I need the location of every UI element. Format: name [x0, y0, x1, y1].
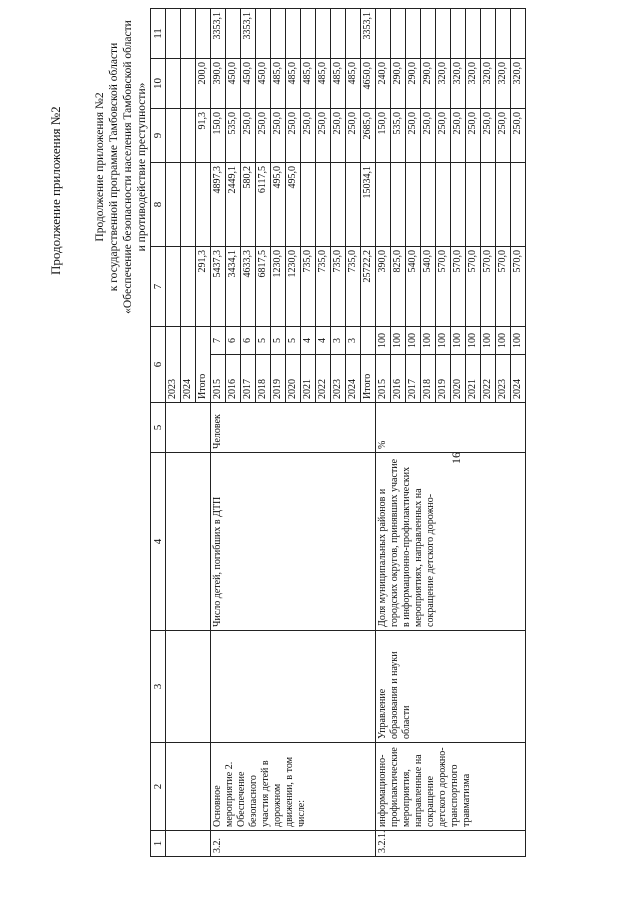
regional-budget-cell: 250,0 [481, 109, 496, 163]
year-cell: 2022 [481, 355, 496, 403]
total-cell: 825,0 [391, 247, 406, 327]
appendix-header-line: и противодействие преступности» [136, 82, 148, 252]
local-budget-cell [166, 59, 181, 109]
local-budget-cell: 290,0 [406, 59, 421, 109]
indicator-value-cell: 100 [496, 327, 511, 355]
local-budget-cell: 485,0 [316, 59, 331, 109]
unit: % [376, 403, 526, 453]
local-budget-cell: 485,0 [346, 59, 361, 109]
other-source-cell [421, 9, 436, 59]
local-budget-cell: 320,0 [496, 59, 511, 109]
empty-cell [166, 743, 211, 831]
other-source-cell [496, 9, 511, 59]
regional-budget-cell [166, 109, 181, 163]
other-source-cell [481, 9, 496, 59]
other-source-cell [376, 9, 391, 59]
column-number: 5 [151, 403, 166, 453]
indicator-value-cell: 100 [511, 327, 526, 355]
total-cell: 570,0 [496, 247, 511, 327]
column-number: 6 [151, 327, 166, 403]
year-cell: 2020 [451, 355, 466, 403]
empty-cell [166, 831, 211, 857]
year-cell: 2024 [346, 355, 361, 403]
indicator-value-cell: 3 [331, 327, 346, 355]
federal-budget-cell [181, 163, 196, 247]
indicator-value-cell: 6 [241, 327, 256, 355]
indicator-value-cell: 100 [466, 327, 481, 355]
total-cell [166, 247, 181, 327]
other-source-cell [391, 9, 406, 59]
year-cell: 2018 [256, 355, 271, 403]
other-source-cell [466, 9, 481, 59]
federal-budget-cell [481, 163, 496, 247]
local-budget-cell: 320,0 [481, 59, 496, 109]
activity-name: Основное мероприятие 2. Обеспечение безопасного участия детей в дорожном движении, в том числе: [211, 743, 376, 831]
regional-budget-cell: 250,0 [406, 109, 421, 163]
local-budget-cell: 485,0 [271, 59, 286, 109]
indicator-value-cell: 5 [256, 327, 271, 355]
other-source-cell [181, 9, 196, 59]
year-cell: 2017 [406, 355, 421, 403]
table-row [166, 9, 181, 857]
activity-name: информационно-профилактические мероприятия, направленные на сокращение детского дорожно-транспортного травматизма [376, 743, 526, 831]
local-budget-cell: 320,0 [451, 59, 466, 109]
indicator-value-cell: 5 [271, 327, 286, 355]
year-cell: 2023 [166, 327, 181, 403]
year-cell: 2018 [421, 355, 436, 403]
regional-budget-cell: 250,0 [346, 109, 361, 163]
local-budget-cell: 4650,0 [361, 59, 376, 109]
executor [211, 631, 376, 743]
total-cell: 1230,0 [286, 247, 301, 327]
unit: Человек [211, 403, 376, 453]
regional-budget-cell: 250,0 [256, 109, 271, 163]
program-table [150, 8, 526, 857]
indicator-value-cell: 7 [211, 327, 226, 355]
other-source-cell [316, 9, 331, 59]
federal-budget-cell: 15034,1 [361, 163, 376, 247]
federal-budget-cell [316, 163, 331, 247]
federal-budget-cell [196, 163, 211, 247]
appendix-header-line: «Обеспечение безопасности населения Тамбовской области [122, 20, 134, 314]
regional-budget-cell: 250,0 [316, 109, 331, 163]
total-cell: 540,0 [421, 247, 436, 327]
federal-budget-cell [166, 163, 181, 247]
federal-budget-cell [451, 163, 466, 247]
indicator-value-cell: 100 [451, 327, 466, 355]
total-cell: 570,0 [436, 247, 451, 327]
federal-budget-cell: 580,2 [241, 163, 256, 247]
local-budget-cell: 200,0 [196, 59, 211, 109]
federal-budget-cell [496, 163, 511, 247]
local-budget-cell: 390,0 [211, 59, 226, 109]
year-cell: 2015 [376, 355, 391, 403]
indicator-name: Доля муниципальных районов и городских округов, принявших участие в информационно-профилактических мероприятиях, направленных на сокращение детского дорожно- [376, 453, 526, 631]
local-budget-cell: 450,0 [241, 59, 256, 109]
regional-budget-cell: 250,0 [511, 109, 526, 163]
total-cell: 570,0 [451, 247, 466, 327]
indicator-value-cell: 100 [421, 327, 436, 355]
year-cell: 2020 [286, 355, 301, 403]
continuation-title: Продолжение приложения №2 [48, 106, 63, 275]
year-cell: Итого [361, 355, 376, 403]
federal-budget-cell: 2449,1 [226, 163, 241, 247]
column-number: 9 [151, 109, 166, 163]
federal-budget-cell: 495,0 [286, 163, 301, 247]
local-budget-cell: 320,0 [511, 59, 526, 109]
other-source-cell: 3353,1 [361, 9, 376, 59]
regional-budget-cell: 535,0 [391, 109, 406, 163]
other-source-cell [451, 9, 466, 59]
year-cell: 2015 [211, 355, 226, 403]
empty-cell [166, 631, 211, 743]
other-source-cell [286, 9, 301, 59]
other-source-cell [511, 9, 526, 59]
page-number: 16 [449, 452, 463, 464]
indicator-value-cell: 4 [316, 327, 331, 355]
indicator-value-cell: 100 [391, 327, 406, 355]
local-budget-cell: 485,0 [286, 59, 301, 109]
total-cell: 25722,2 [361, 247, 376, 327]
other-source-cell [406, 9, 421, 59]
column-number: 10 [151, 59, 166, 109]
indicator-value-cell: 6 [226, 327, 241, 355]
regional-budget-cell: 250,0 [286, 109, 301, 163]
appendix-header-line: Продолжение приложения №2 [94, 92, 106, 242]
regional-budget-cell [181, 109, 196, 163]
total-cell: 570,0 [511, 247, 526, 327]
other-source-cell: 3353,1 [241, 9, 256, 59]
federal-budget-cell [331, 163, 346, 247]
indicator-name: Число детей, погибших в ДТП [211, 453, 376, 631]
other-source-cell [346, 9, 361, 59]
federal-budget-cell [346, 163, 361, 247]
total-cell: 1230,0 [271, 247, 286, 327]
year-cell: 2019 [436, 355, 451, 403]
item-number: 3.2.1. [376, 831, 526, 857]
year-cell: 2016 [391, 355, 406, 403]
other-source-cell [301, 9, 316, 59]
regional-budget-cell: 250,0 [331, 109, 346, 163]
indicator-value-cell: 100 [406, 327, 421, 355]
column-number: 11 [151, 9, 166, 59]
total-cell: 735,0 [331, 247, 346, 327]
federal-budget-cell [511, 163, 526, 247]
indicator-value-cell [361, 327, 376, 355]
appendix-header [93, 15, 149, 319]
column-number: 7 [151, 247, 166, 327]
item-number: 3.2. [211, 831, 376, 857]
table-row [376, 9, 391, 857]
indicator-value-cell: 100 [376, 327, 391, 355]
local-budget-cell: 320,0 [436, 59, 451, 109]
year-cell: 2016 [226, 355, 241, 403]
column-number: 3 [151, 631, 166, 743]
year-cell: 2024 [511, 355, 526, 403]
total-cell: 735,0 [301, 247, 316, 327]
federal-budget-cell: 6117,5 [256, 163, 271, 247]
year-cell: 2024 [181, 327, 196, 403]
total-cell: 390,0 [376, 247, 391, 327]
indicator-value-cell: 3 [346, 327, 361, 355]
local-budget-cell: 240,0 [376, 59, 391, 109]
appendix-header-line: к государственной программе Тамбовской области [108, 42, 120, 292]
total-cell: 540,0 [406, 247, 421, 327]
total-cell: 735,0 [316, 247, 331, 327]
federal-budget-cell: 4897,3 [211, 163, 226, 247]
other-source-cell [256, 9, 271, 59]
year-cell: 2021 [301, 355, 316, 403]
other-source-cell [166, 9, 181, 59]
federal-budget-cell [421, 163, 436, 247]
other-source-cell [271, 9, 286, 59]
regional-budget-cell: 250,0 [241, 109, 256, 163]
year-cell: Итого [196, 327, 211, 403]
federal-budget-cell [436, 163, 451, 247]
regional-budget-cell: 150,0 [211, 109, 226, 163]
table-row [211, 9, 226, 857]
regional-budget-cell: 250,0 [436, 109, 451, 163]
total-cell: 5437,3 [211, 247, 226, 327]
other-source-cell [331, 9, 346, 59]
empty-cell [166, 453, 211, 631]
column-number-row [151, 9, 166, 857]
regional-budget-cell: 250,0 [421, 109, 436, 163]
regional-budget-cell: 2685,0 [361, 109, 376, 163]
local-budget-cell: 320,0 [466, 59, 481, 109]
local-budget-cell: 290,0 [421, 59, 436, 109]
total-cell: 570,0 [466, 247, 481, 327]
local-budget-cell: 485,0 [301, 59, 316, 109]
regional-budget-cell: 250,0 [451, 109, 466, 163]
regional-budget-cell: 535,0 [226, 109, 241, 163]
indicator-value-cell: 4 [301, 327, 316, 355]
column-number: 4 [151, 453, 166, 631]
total-cell: 4633,3 [241, 247, 256, 327]
regional-budget-cell: 250,0 [271, 109, 286, 163]
federal-budget-cell [391, 163, 406, 247]
other-source-cell [226, 9, 241, 59]
federal-budget-cell [406, 163, 421, 247]
column-number: 2 [151, 743, 166, 831]
empty-cell [166, 403, 211, 453]
local-budget-cell: 290,0 [391, 59, 406, 109]
total-cell [181, 247, 196, 327]
regional-budget-cell: 250,0 [466, 109, 481, 163]
federal-budget-cell [466, 163, 481, 247]
total-cell: 570,0 [481, 247, 496, 327]
other-source-cell [436, 9, 451, 59]
federal-budget-cell [376, 163, 391, 247]
regional-budget-cell: 150,0 [376, 109, 391, 163]
indicator-value-cell: 100 [481, 327, 496, 355]
local-budget-cell: 450,0 [256, 59, 271, 109]
indicator-value-cell: 5 [286, 327, 301, 355]
total-cell: 3434,1 [226, 247, 241, 327]
year-cell: 2022 [316, 355, 331, 403]
column-number: 8 [151, 163, 166, 247]
column-number: 1 [151, 831, 166, 857]
indicator-value-cell: 100 [436, 327, 451, 355]
year-cell: 2023 [331, 355, 346, 403]
year-cell: 2021 [466, 355, 481, 403]
total-cell: 735,0 [346, 247, 361, 327]
local-budget-cell: 450,0 [226, 59, 241, 109]
local-budget-cell: 485,0 [331, 59, 346, 109]
local-budget-cell [181, 59, 196, 109]
regional-budget-cell: 91,3 [196, 109, 211, 163]
total-cell: 291,3 [196, 247, 211, 327]
total-cell: 6817,5 [256, 247, 271, 327]
regional-budget-cell: 250,0 [496, 109, 511, 163]
year-cell: 2019 [271, 355, 286, 403]
regional-budget-cell: 250,0 [301, 109, 316, 163]
other-source-cell: 3353,1 [211, 9, 226, 59]
year-cell: 2017 [241, 355, 256, 403]
year-cell: 2023 [496, 355, 511, 403]
other-source-cell [196, 9, 211, 59]
federal-budget-cell [301, 163, 316, 247]
executor: Управление образования и науки области [376, 631, 526, 743]
federal-budget-cell: 495,0 [271, 163, 286, 247]
